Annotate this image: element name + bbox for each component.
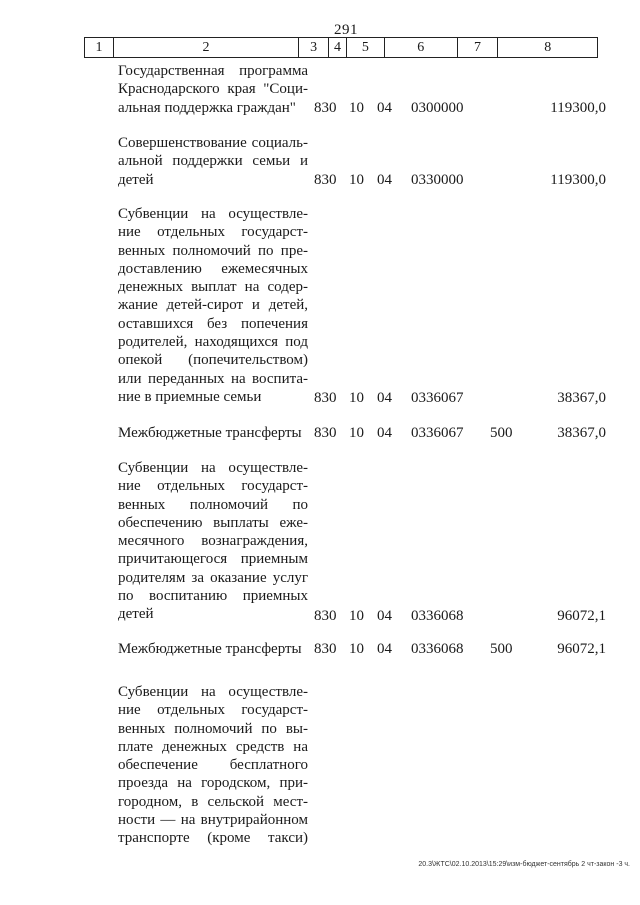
cell-section-code: 10 <box>349 641 364 657</box>
description-line: месячного вознаграждения, <box>118 533 308 550</box>
description-line: оставшихся без попечения <box>118 315 308 332</box>
table-row <box>118 683 606 849</box>
cell-subsection-code: 04 <box>377 390 392 406</box>
description-line: альной поддержки семьи и <box>118 153 308 170</box>
description-line: Субвенции на осуществле- <box>118 206 308 222</box>
cell-amount: 119300,0 <box>550 100 606 116</box>
description-line: венных полномочий по пре- <box>118 242 308 259</box>
description-line: Краснодарского края "Соци- <box>118 81 308 98</box>
table-row <box>118 62 606 117</box>
cell-amount: 96072,1 <box>557 608 606 624</box>
description-line: детей <box>118 606 154 623</box>
description-line: доставлению ежемесячных <box>118 260 308 277</box>
column-header-6: 6 <box>385 38 458 57</box>
cell-subsection-code: 04 <box>377 100 392 116</box>
description-line: Межбюджетные трансферты <box>118 425 302 441</box>
cell-amount: 38367,0 <box>557 390 606 406</box>
description-line: денежных выплат на содер- <box>118 279 308 296</box>
description-line: Государственная программа <box>118 63 308 79</box>
row-description <box>118 205 308 406</box>
cell-target-article: 0336067 <box>411 425 464 441</box>
description-line: ние отдельных государст- <box>118 702 308 719</box>
cell-subsection-code: 04 <box>377 608 392 624</box>
cell-department-code: 830 <box>314 172 337 188</box>
cell-department-code: 830 <box>314 608 337 624</box>
cell-department-code: 830 <box>314 425 337 441</box>
cell-department-code: 830 <box>314 641 337 657</box>
table-row <box>118 205 606 407</box>
cell-expense-type: 500 <box>490 425 513 441</box>
page-number: 291 <box>334 22 358 38</box>
cell-amount: 119300,0 <box>550 172 606 188</box>
cell-department-code: 830 <box>314 390 337 406</box>
description-line: Межбюджетные трансферты <box>118 641 302 657</box>
row-description <box>118 62 308 117</box>
table-row <box>118 424 606 442</box>
description-line: Совершенствование социаль- <box>118 135 308 151</box>
column-header-8: 8 <box>544 39 552 55</box>
row-description <box>118 424 308 442</box>
cell-target-article: 0336068 <box>411 641 464 657</box>
table-header-row <box>84 37 598 58</box>
description-line: ние отдельных государст- <box>118 478 308 495</box>
cell-expense-type: 500 <box>490 641 513 657</box>
cell-section-code: 10 <box>349 425 364 441</box>
column-header-4: 4 <box>329 38 347 57</box>
cell-department-code: 830 <box>314 100 337 116</box>
cell-target-article: 0300000 <box>411 100 464 116</box>
cell-section-code: 10 <box>349 100 364 116</box>
cell-amount: 96072,1 <box>557 641 606 657</box>
description-line: проезда на городском, при- <box>118 775 308 792</box>
column-header-5: 5 <box>347 38 385 57</box>
column-header-1: 1 <box>85 38 114 57</box>
description-line: венных полномочий по <box>118 496 308 513</box>
cell-target-article: 0336067 <box>411 390 464 406</box>
description-line: родителей, находящихся под <box>118 334 308 351</box>
row-description <box>118 134 308 189</box>
cell-target-article: 0330000 <box>411 172 464 188</box>
description-line: транспорте (кроме такси) <box>118 830 308 847</box>
row-description <box>118 459 308 624</box>
description-line: альная поддержка граждан" <box>118 99 296 116</box>
description-line: ние отдельных государст- <box>118 224 308 241</box>
cell-section-code: 10 <box>349 172 364 188</box>
cell-subsection-code: 04 <box>377 641 392 657</box>
cell-target-article: 0336068 <box>411 608 464 624</box>
table-row <box>118 134 606 189</box>
cell-section-code: 10 <box>349 390 364 406</box>
description-line: или переданных на воспита- <box>118 370 308 387</box>
description-line: ние в приемные семьи <box>118 388 262 405</box>
description-line: детей <box>118 171 154 188</box>
description-line: причитающегося приемным <box>118 551 308 568</box>
row-description <box>118 683 308 848</box>
description-line: родителям за оказание услуг <box>118 569 308 586</box>
description-line: плате денежных средств на <box>118 738 308 755</box>
description-line: по воспитанию приемных <box>118 588 308 605</box>
cell-subsection-code: 04 <box>377 425 392 441</box>
document-footer-stamp: 20.3\ЖТС\02.10.2013\15:29\изм-бюджет-сентябрь 2 чт-закон -3 ч. <box>418 861 630 868</box>
column-header-7: 7 <box>458 38 499 57</box>
description-line: ности — на внутрирайонном <box>118 812 308 829</box>
description-line: городном, в сельской мест- <box>118 793 308 810</box>
cell-section-code: 10 <box>349 608 364 624</box>
column-header-2: 2 <box>114 38 299 57</box>
description-line: обеспечению выплаты еже- <box>118 514 308 531</box>
description-line: венных полномочий по вы- <box>118 720 308 737</box>
cell-subsection-code: 04 <box>377 172 392 188</box>
row-description <box>118 640 308 658</box>
description-line: жание детей-сирот и детей, <box>118 297 308 314</box>
cell-amount: 38367,0 <box>557 425 606 441</box>
description-line: обеспечение бесплатного <box>118 757 308 774</box>
table-row <box>118 459 606 625</box>
description-line: Субвенции на осуществле- <box>118 684 308 700</box>
description-line: Субвенции на осуществле- <box>118 460 308 476</box>
table-row <box>118 640 606 658</box>
description-line: опекой (попечительством) <box>118 352 308 369</box>
column-header-3: 3 <box>299 38 329 57</box>
